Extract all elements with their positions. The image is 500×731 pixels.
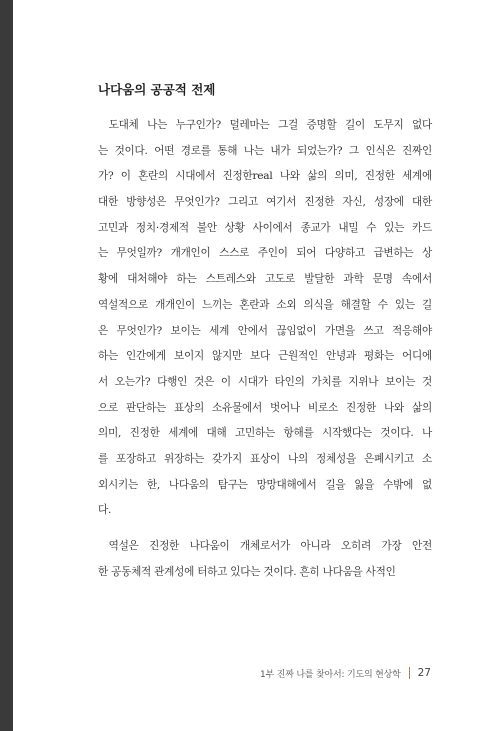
text-line: 역설적으로 개개인이 느끼는 혼란과 소외 의식을 해결할 수 있는 길 [98,298,432,311]
text-line: 황에 대처해야 하는 스트레스와 고도로 발달한 과학 문명 속에서 [98,273,432,286]
text-line: 외시키는 한, 나다움의 탐구는 망망대해에서 길을 잃을 수밖에 없 [98,478,432,491]
text-line: 고민과 정치·경제적 불안 상황 사이에서 종교가 내밀 수 있는 카드 [98,221,432,234]
text-line: 은 무엇인가? 보이는 세계 안에서 끊임없이 가면을 쓰고 적응해야 [98,324,432,337]
text-line: 도대체 나는 누구인가? 덜레마는 그걸 증명할 길이 도무지 없다 [108,119,432,131]
section-title: 나다움의 공공적 전제 [98,82,216,97]
text-line: 를 포장하고 위장하는 갖가지 표상이 나의 정체성을 은폐시키고 소 [98,452,432,465]
page-footer [260,664,431,682]
text-line: 가? 이 혼란의 시대에서 진정한real 나와 삶의 의미, 진정한 세계에 [98,170,432,183]
body-text [98,113,432,585]
text-line: 다. [98,504,112,517]
paragraph [98,534,432,585]
text-line: 하는 인간에게 보이지 않지만 보다 근원적인 안녕과 평화는 어디에 [98,350,432,363]
page-content [98,80,432,585]
text-line: 서 오는가? 다행인 것은 이 시대가 타인의 가치를 지위나 보이는 것 [98,375,432,388]
text-line: 는 것이다. 어떤 경로를 통해 나는 내가 되었는가? 그 인식은 진짜인 [98,144,432,157]
page-number: 27 [417,667,431,679]
footer-divider [409,667,410,679]
text-line: 대한 방향성은 무엇인가? 그리고 여기서 진정한 자신, 성장에 대한 [98,196,432,209]
text-line: 역설은 진정한 나다움이 개체로서가 아니라 오히려 가장 안전 [108,540,432,552]
paragraph [98,113,432,524]
running-head: 1부 진짜 나를 찾아서: 기도의 현상학 [260,669,401,680]
text-line: 한 공동체적 관계성에 터하고 있다는 것이다. 흔히 나다움을 사적인 [98,565,396,578]
text-line: 는 무엇일까? 개개인이 스스로 주인이 되어 다양하고 급변하는 상 [98,247,432,260]
book-spine-edge [0,0,13,731]
text-line: 으로 판단하는 표상의 소유물에서 벗어나 비로소 진정한 나와 삶의 [98,401,432,414]
text-line: 의미, 진정한 세계에 대해 고민하는 항해를 시작했다는 것이다. 나 [98,427,432,440]
